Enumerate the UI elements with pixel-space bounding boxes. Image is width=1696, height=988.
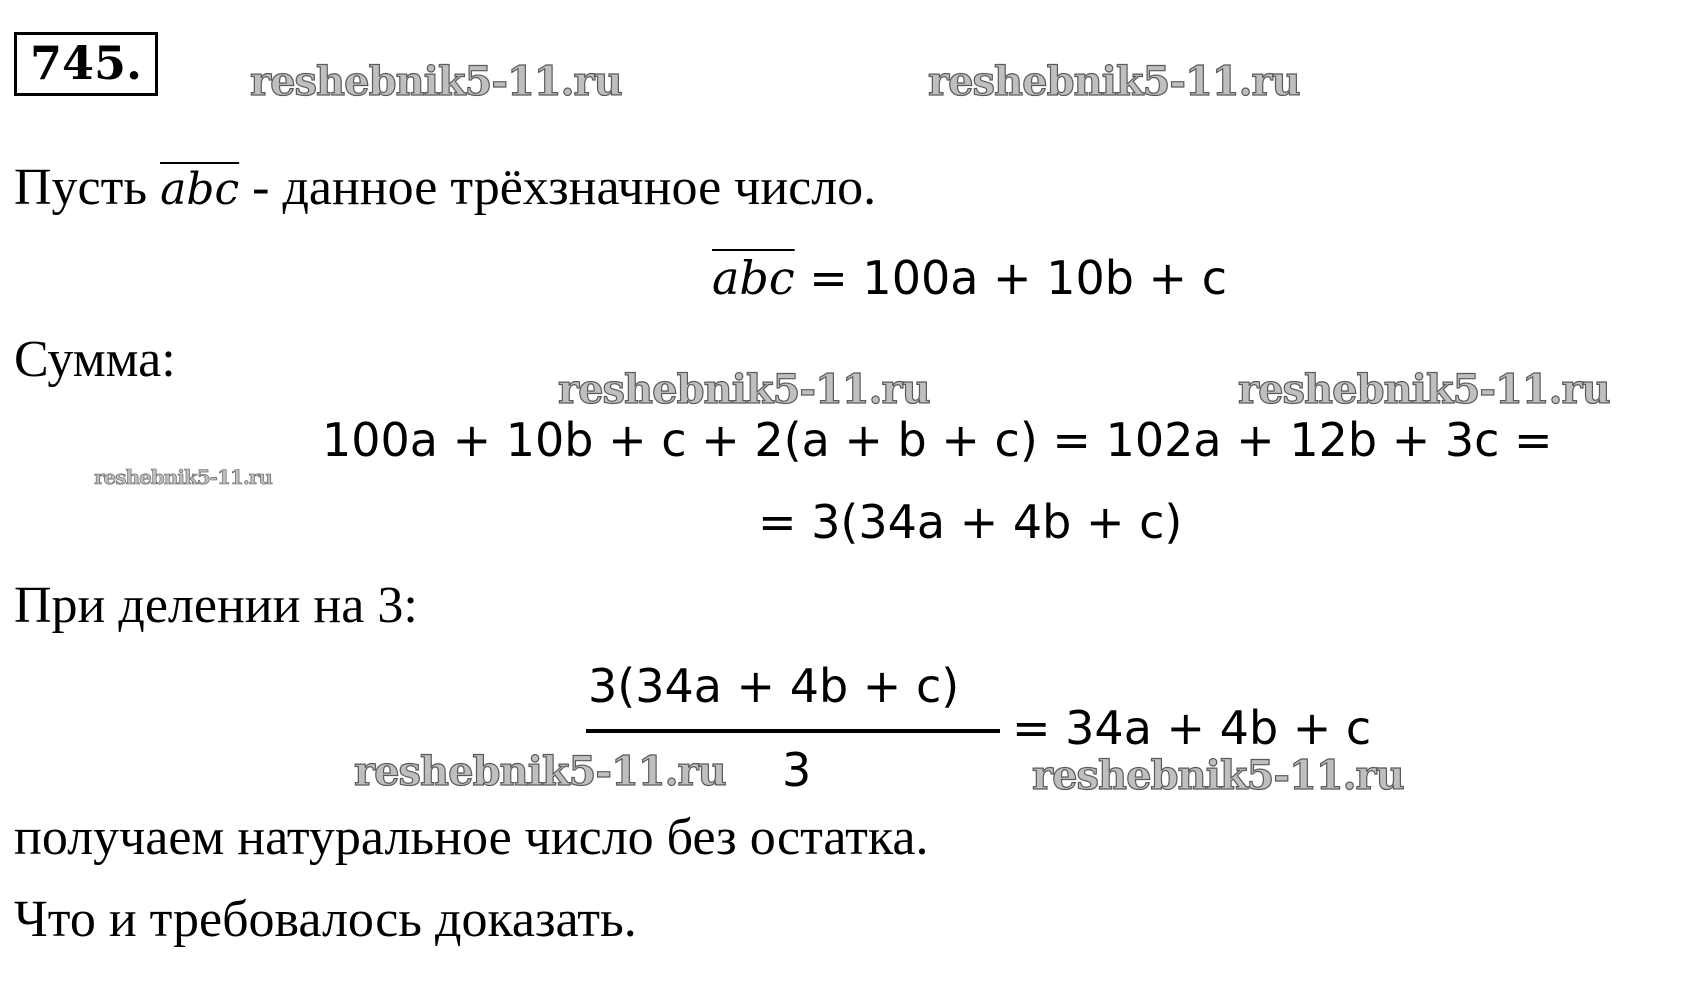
watermark: reshebnik5-11.ru bbox=[558, 366, 930, 413]
watermark: reshebnik5-11.ru bbox=[1238, 366, 1610, 413]
watermark: reshebnik5-11.ru bbox=[250, 58, 622, 105]
intro-prefix: Пусть bbox=[14, 159, 161, 216]
equation-number-form bbox=[712, 250, 1227, 306]
division-result: = 34a + 4b + c bbox=[1012, 701, 1372, 755]
eq1-rhs: = 100a + 10b + c bbox=[809, 251, 1228, 305]
fraction-bar bbox=[586, 729, 1000, 733]
intro-variable: $\overline{abc}$ bbox=[160, 164, 240, 215]
sum-label: Сумма: bbox=[14, 331, 176, 388]
watermark: reshebnik5-11.ru bbox=[94, 465, 272, 489]
fraction-denominator: 3 bbox=[782, 743, 812, 797]
watermark: reshebnik5-11.ru bbox=[1032, 752, 1404, 799]
watermark: reshebnik5-11.ru bbox=[928, 58, 1300, 105]
problem-number: 745. bbox=[14, 32, 158, 96]
eq1-lhs: $\overline{abc}$ bbox=[712, 251, 795, 305]
division-label: При делении на 3: bbox=[14, 577, 418, 634]
watermark: reshebnik5-11.ru bbox=[354, 748, 726, 795]
equation-sum-line2: = 3(34a + 4b + c) bbox=[758, 495, 1183, 549]
qed-text: Что и требовалось доказать. bbox=[14, 891, 637, 948]
intro-suffix: - данное трёхзначное число. bbox=[239, 159, 877, 216]
equation-sum-line1: 100a + 10b + c + 2(a + b + c) = 102a + 12b + 3c = bbox=[322, 413, 1553, 467]
intro-sentence bbox=[14, 158, 876, 218]
conclusion-text: получаем натуральное число без остатка. bbox=[14, 809, 929, 866]
fraction-numerator: 3(34a + 4b + c) bbox=[588, 659, 960, 713]
